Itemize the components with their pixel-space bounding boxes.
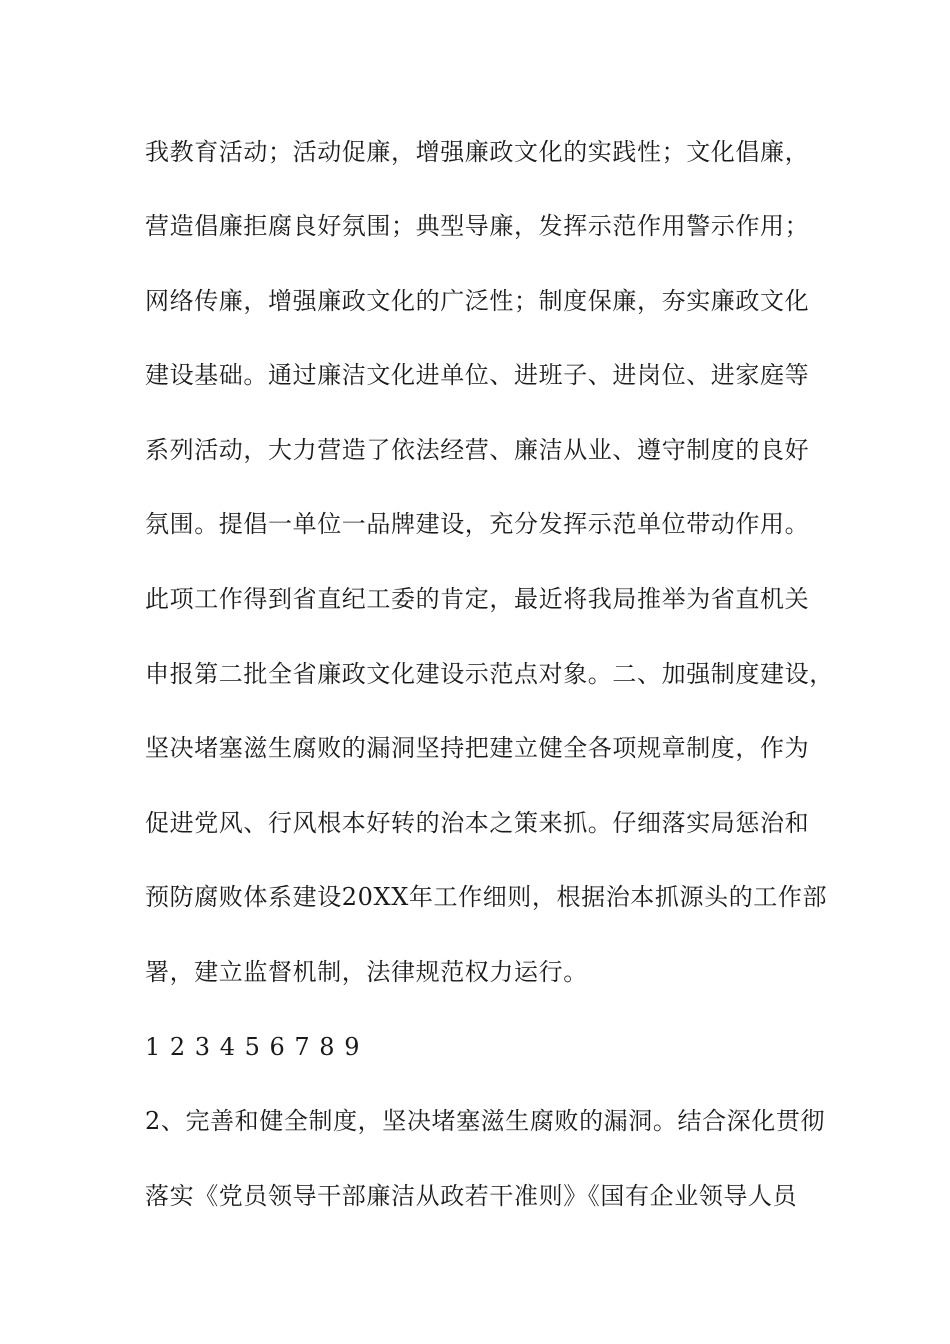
paragraph-line: 系列活动，大力营造了依法经营、廉洁从业、遵守制度的良好 — [145, 436, 810, 464]
paragraph-line: 署，建立监督机制，法律规范权力运行。 — [145, 958, 588, 986]
page-number-list: 1 2 3 4 5 6 7 8 9 — [145, 1033, 360, 1061]
paragraph-line: 营造倡廉拒腐良好氛围；典型导廉，发挥示范作用警示作用； — [145, 212, 810, 240]
paragraph-line: 氛围。提倡一单位一品牌建设，充分发挥示范单位带动作用。 — [145, 510, 810, 538]
paragraph-line: 网络传廉，增强廉政文化的广泛性；制度保廉，夯实廉政文化 — [145, 287, 810, 315]
paragraph-line: 申报第二批全省廉政文化建设示范点对象。二、加强制度建设， — [145, 660, 834, 688]
paragraph-line: 此项工作得到省直纪工委的肯定，最近将我局推举为省直机关 — [145, 585, 810, 613]
paragraph-line: 我教育活动；活动促廉，增强廉政文化的实践性；文化倡廉， — [145, 138, 810, 166]
paragraph-line: 建设基础。通过廉洁文化进单位、进班子、进岗位、进家庭等 — [145, 361, 810, 389]
paragraph-line: 落实《党员领导干部廉洁从政若干准则》《国有企业领导人员 — [145, 1182, 798, 1210]
paragraph-line: 2、完善和健全制度，坚决堵塞滋生腐败的漏洞。结合深化贯彻 — [145, 1107, 826, 1135]
paragraph-line: 坚决堵塞滋生腐败的漏洞坚持把建立健全各项规章制度，作为 — [145, 734, 810, 762]
paragraph-line: 促进党风、行风根本好转的治本之策来抓。仔细落实局惩治和 — [145, 809, 810, 837]
paragraph-line: 预防腐败体系建设20XX年工作细则，根据治本抓源头的工作部 — [145, 883, 828, 911]
